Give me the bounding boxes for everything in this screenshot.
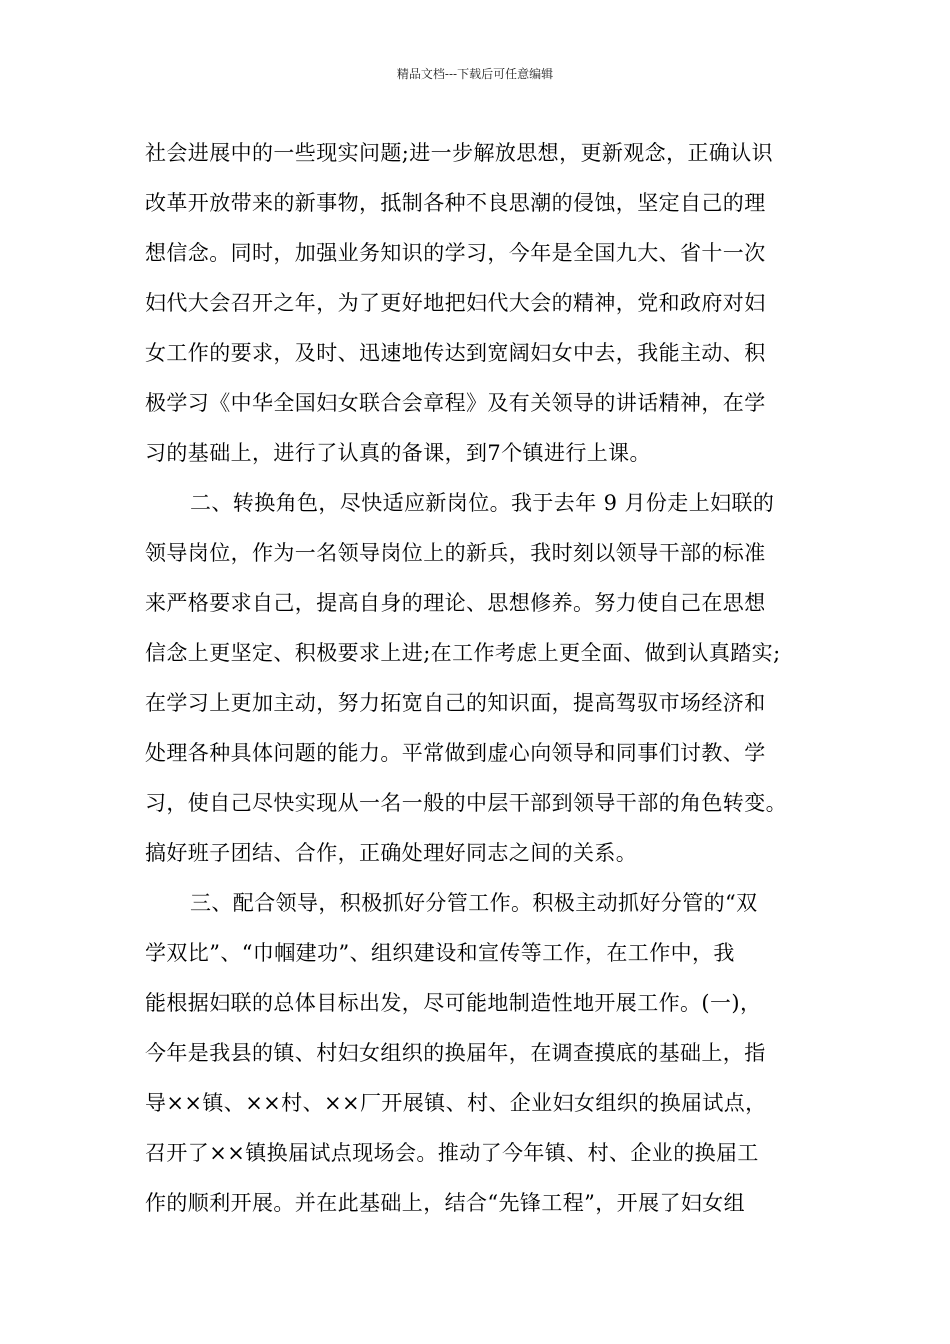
text-line: 妇代大会召开之年，为了更好地把妇代大会的精神，党和政府对妇 — [145, 291, 766, 315]
text-line: 召开了××镇换届试点现场会。推动了今年镇、村、企业的换届工 — [145, 1141, 759, 1165]
text-line: 在学习上更加主动，努力拓宽自己的知识面，提高驾驭市场经济和 — [145, 691, 766, 715]
paragraph-first-line: 三、配合领导，积极抓好分管工作。积极主动抓好分管的“双 — [190, 891, 758, 915]
text-line: 学双比”、“巾帼建功”、组织建设和宣传等工作，在工作中，我 — [145, 941, 735, 965]
paragraph-first-line: 二、转换角色，尽快适应新岗位。我于去年 9 月份走上妇联的 — [190, 491, 775, 515]
text-line: 来严格要求自己，提高自身的理论、思想修养。努力使自己在思想 — [145, 591, 766, 615]
text-line: 极学习《中华全国妇女联合会章程》及有关领导的讲话精神，在学 — [145, 391, 766, 415]
text-line: 领导岗位，作为一名领导岗位上的新兵，我时刻以领导干部的标准 — [145, 541, 766, 565]
text-line: 导××镇、××村、××厂开展镇、村、企业妇女组织的换届试点， — [145, 1091, 767, 1115]
text-line: 今年是我县的镇、村妇女组织的换届年，在调查摸底的基础上，指 — [145, 1041, 766, 1065]
text-line: 改革开放带来的新事物，抵制各种不良思潮的侵蚀，坚定自己的理 — [145, 191, 766, 215]
page-header: 精品文档---下载后可任意编辑 — [396, 67, 554, 81]
text-line: 能根据妇联的总体目标出发，尽可能地制造性地开展工作。(一)， — [145, 991, 762, 1015]
text-line: 搞好班子团结、合作，正确处理好同志之间的关系。 — [145, 841, 638, 865]
text-line: 习的基础上，进行了认真的备课，到7个镇进行上课。 — [145, 441, 651, 465]
text-line: 社会进展中的一些现实问题;进一步解放思想，更新观念，正确认识 — [145, 141, 774, 165]
text-line: 信念上更坚定、积极要求上进;在工作考虑上更全面、做到认真踏实; — [145, 641, 781, 665]
text-line: 处理各种具体问题的能力。平常做到虚心向领导和同事们讨教、学 — [145, 741, 766, 765]
text-line: 习，使自己尽快实现从一名一般的中层干部到领导干部的角色转变。 — [145, 791, 787, 815]
text-line: 作的顺利开展。并在此基础上，结合“先锋工程”，开展了妇女组 — [145, 1191, 746, 1215]
text-line: 想信念。同时，加强业务知识的学习，今年是全国九大、省十一次 — [145, 241, 766, 265]
text-line: 女工作的要求，及时、迅速地传达到宽阔妇女中去，我能主动、积 — [145, 341, 766, 365]
document-body — [145, 128, 810, 1228]
